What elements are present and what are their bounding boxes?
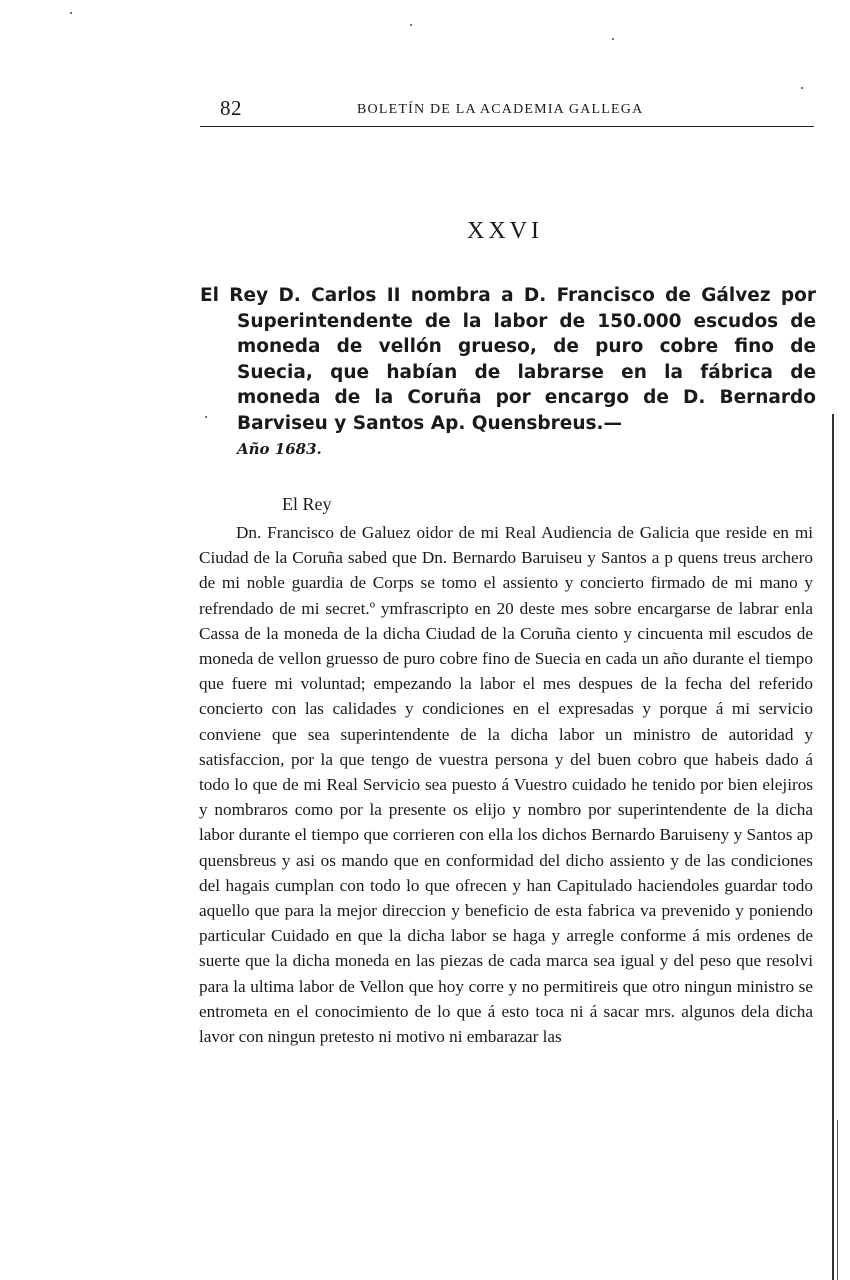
document-number: XXVI bbox=[467, 218, 543, 244]
heading-text: El Rey D. Carlos II nombra a D. Francisco de Gálvez por Superintendente de la labor de 150.000 escudos de moneda de vellón grueso, de puro cobre fino de Suecia, que habían de labrarse en la fábrica de moneda de la Coruña por encargo de D. Bernardo Barviseu y Santos Ap. Quensbreus.— bbox=[200, 285, 816, 434]
salutation: El Rey bbox=[282, 494, 332, 514]
header-rule bbox=[200, 126, 814, 127]
page-number: 82 bbox=[220, 96, 242, 120]
scan-speck bbox=[70, 12, 72, 14]
scan-speck bbox=[801, 87, 803, 89]
scan-speck bbox=[205, 416, 207, 418]
page-edge-mark bbox=[832, 414, 834, 1280]
scan-speck bbox=[612, 38, 614, 40]
page-edge-mark-secondary bbox=[837, 1120, 838, 1280]
heading-year: Año 1683. bbox=[237, 440, 322, 458]
body-paragraph: Dn. Francisco de Galuez oidor de mi Real Audiencia de Galicia que reside en mi Ciudad de la Coruña sabed que Dn. Bernardo Baruiseu y Santos a p quens treus archero de mi noble guardia de Corps se tomo el assiento y concierto firmado de mi mano y refrendado de mi secret.º ymfrascripto en 20 deste mes sobre encargarse de labrar enla Cassa de la moneda de la dicha Ciudad de la Coruña ciento y cincuenta mil escudos de moneda de vellon gruesso de puro cobre fino de Suecia en cada un año durante el tiempo que fuere mi voluntad; empezando la labor el mes despues de la fecha del referido concierto con las calidades y condiciones en el expresadas y porque á mi servicio conviene que sea superintendente de la dicha labor un ministro de autoridad y satisfaccion, por la que tengo de vuestra persona y del buen cobro que habeis dado á todo lo que de mi Real Servicio sea puesto á Vuestro cuidado he tenido por bien elejiros y nombraros como por la presente os elijo y nombro por superintendente de la dicha labor durante el tiempo que corrieren con ella los dichos Bernardo Baruiseny y Santos ap quensbreus y asi os mando que en conformidad del dicho assiento y de las condiciones del hagais cumplan con todo lo que ofrecen y han Capitulado haciendoles guardar todo aquello que para la mejor direccion y beneficio de esta fabrica va prevenido y poniendo particular Cuidado en que la dicha labor se haga y arregle conforme á mis ordenes de suerte que la dicha moneda en las piezas de cada marca sea igual y del peso que resolvi para la ultima labor de Vellon que hoy corre y no permitireis que otro ningun ministro se entrometa en el conocimiento de lo que á esto toca ni á sacar mrs. algunos dela dicha lavor con ningun pretesto ni motivo ni embarazar las bbox=[199, 523, 813, 1047]
running-title: BOLETÍN DE LA ACADEMIA GALLEGA bbox=[357, 102, 644, 117]
scan-speck bbox=[410, 24, 412, 26]
document-heading bbox=[200, 283, 816, 463]
